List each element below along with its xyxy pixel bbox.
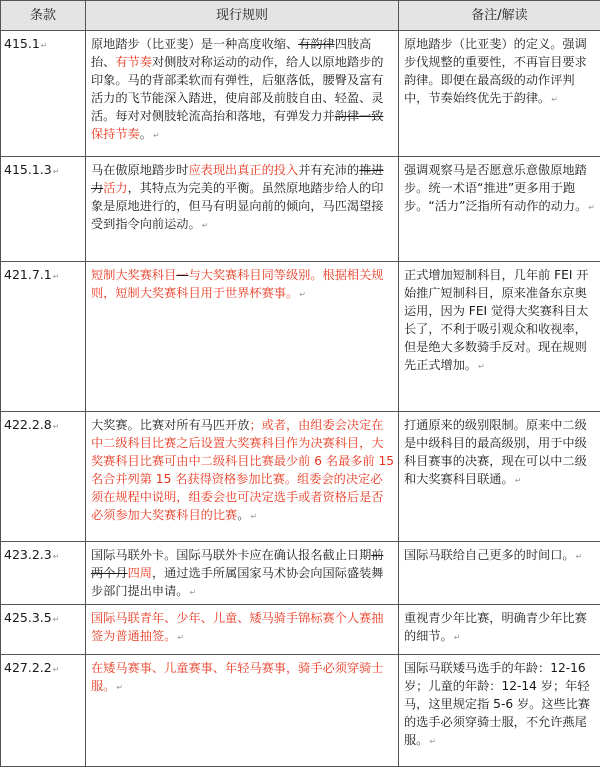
text-run: 原地踏步（比亚斐）是一种高度收缩、 (91, 37, 299, 51)
table-row (1, 542, 600, 605)
revised-text-run: 有节奏 (115, 55, 152, 69)
paragraph-mark-icon: ↵ (189, 588, 197, 597)
rule-cell (86, 31, 399, 157)
header-rule: 现行规则 (86, 1, 399, 31)
paragraph-mark-icon: ↵ (299, 290, 306, 299)
text-run: 国际马联外卡。国际马联外卡应在确认报名截止日期 (91, 548, 372, 562)
text-run: 原地踏步（比亚斐）的定义。强调步伐规整的重要性，不再盲目要求韵律。即便在最高级的动作评判中，节奏始终优先于韵律。 (404, 37, 587, 105)
header-clause: 条款 (1, 1, 86, 31)
revised-text-run: 四周 (127, 566, 152, 580)
text-run: 并有充沛的 (298, 163, 360, 177)
text-run: 国际马联矮马选手的年龄：12-16 岁；儿童的年龄：12-14 岁；年轻马，这里规定指 5-6 岁。这些比赛的选手必须穿骑士服，不允许燕尾服。 (404, 661, 591, 747)
note-cell (399, 605, 600, 655)
note-cell (399, 655, 600, 767)
paragraph-mark-icon: ↵ (429, 737, 437, 746)
table-row (1, 157, 600, 262)
text-run: 对侧肢对称运动的动作，给人以原地踏步的印象。马的背部柔软而有弹性，后躯落低，腰臀及富有活力的飞节能深入踏进，使肩部及前肢自由、轻盈、灵活。每对对侧肢轮流高抬和落地，有弹发力并 (91, 55, 384, 123)
deleted-text-run: 推进力 (91, 163, 384, 195)
clause-cell: 427.2.2↵ (1, 655, 86, 767)
rule-cell (86, 262, 399, 412)
clause-cell: 415.1↵ (1, 31, 86, 157)
note-cell (399, 262, 600, 412)
text-run: ，其特点为完美的平衡。虽然原地踏步给人的印象是原地进行的，但马有明显向前的倾向，马匹渴望接受到指令向前运动。 (91, 181, 384, 231)
text-run: ，通过选手所属国家马术协会向国际盛装舞步部门提出申请。 (91, 566, 384, 598)
clause-cell: 422.2.8↵ (1, 412, 86, 542)
revised-text-run: 保持节奏 (91, 127, 140, 141)
paragraph-mark-icon: ↵ (453, 633, 461, 642)
note-cell (399, 542, 600, 605)
text-run: 马在傲原地踏步时 (91, 163, 189, 177)
clause-cell: 425.3.5↵ (1, 605, 86, 655)
paragraph-mark-icon: ↵ (575, 552, 583, 561)
text-run: 打通原来的级别限制。原来中二级是中级科目的最高级别，用于中级科目赛事的决赛，现在可以中二级和大奖赛科目联通。 (404, 418, 587, 486)
text-run: 四肢高抬、 (91, 37, 372, 69)
table-row (1, 31, 600, 157)
clause-cell: 421.7.1↵ (1, 262, 86, 412)
header-row (1, 1, 600, 31)
text-run: 重视青少年比赛，明确青少年比赛的细节。 (404, 611, 587, 643)
text-run: 正式增加短制科目，几年前 FEI 开始推广短制科目，原来准备东京奥运用，因为 FEI 觉得大奖赛科目太长了，不利于吸引观众和收视率，但是绝大多数骑手反对。现在规则先正式增加。 (404, 268, 589, 372)
rule-cell (86, 542, 399, 605)
note-cell (399, 412, 600, 542)
header-note: 备注/解读 (399, 1, 600, 31)
deleted-text-run: 韵律一致 (334, 109, 384, 123)
paragraph-mark-icon: ↵ (478, 362, 485, 371)
text-run: 国际马联给自己更多的时间口。 (404, 548, 575, 562)
table-row (1, 262, 600, 412)
revised-text-run: 在矮马赛事、儿童赛事、年轻马赛事，骑手必须穿骑士服。 (91, 661, 384, 693)
paragraph-mark-icon: ↵ (152, 131, 160, 140)
text-run: 。 (139, 127, 152, 141)
text-run: 强调观察马是否愿意乐意傲原地踏步。统一术语“推进”更多用于跑步。“活力”泛指所有动作的动力。 (404, 163, 588, 213)
paragraph-mark-icon: ↵ (201, 221, 209, 230)
rule-cell (86, 157, 399, 262)
paragraph-mark-icon: ↵ (116, 683, 124, 692)
note-cell (399, 31, 600, 157)
rule-cell (86, 412, 399, 542)
revised-text-run: 应表现出真正的投入 (188, 163, 299, 177)
deleted-text-run: 前两个月 (91, 548, 384, 580)
deleted-text-run: 有韵律 (298, 37, 335, 51)
paragraph-mark-icon: ↵ (250, 512, 258, 521)
paragraph-mark-icon: ↵ (588, 203, 595, 212)
rule-cell (86, 655, 399, 767)
revised-text-run: 短制大奖赛科目 (91, 268, 177, 282)
text-run: 。 (237, 508, 250, 522)
table-row (1, 412, 600, 542)
revised-text-run: 活力 (103, 181, 128, 195)
revised-deleted-text-run: 一 (176, 268, 189, 282)
paragraph-mark-icon: ↵ (514, 476, 522, 485)
table-row (1, 605, 600, 655)
revised-text-run: ；或者，由组委会决定在中二级科目比赛之后设置大奖赛科目作为决赛科目，大奖赛科目比赛可由中二级科目比赛最少前 6 名最多前 15 名合并列第 15 名获得资格参加比赛。组委会的决定必须在规程中说明，组委会也可决定选手或者资格后是否必须参加大奖赛科目的比赛 (91, 418, 395, 522)
paragraph-mark-icon: ↵ (551, 95, 558, 104)
paragraph-mark-icon: ↵ (177, 633, 185, 642)
text-run: 大奖赛。比赛对所有马匹开放 (91, 418, 250, 432)
clause-cell: 415.1.3↵ (1, 157, 86, 262)
table-row (1, 655, 600, 767)
revised-text-run: 国际马联青年、少年、儿童、矮马骑手锦标赛个人赛抽签为普通抽签。 (91, 611, 384, 643)
clause-cell: 423.2.3↵ (1, 542, 86, 605)
rule-cell (86, 605, 399, 655)
revised-text-run: 与大奖赛科目同等级别。根据相关规则，短制大奖赛科目用于世界杯赛事。 (91, 268, 384, 300)
note-cell (399, 157, 600, 262)
